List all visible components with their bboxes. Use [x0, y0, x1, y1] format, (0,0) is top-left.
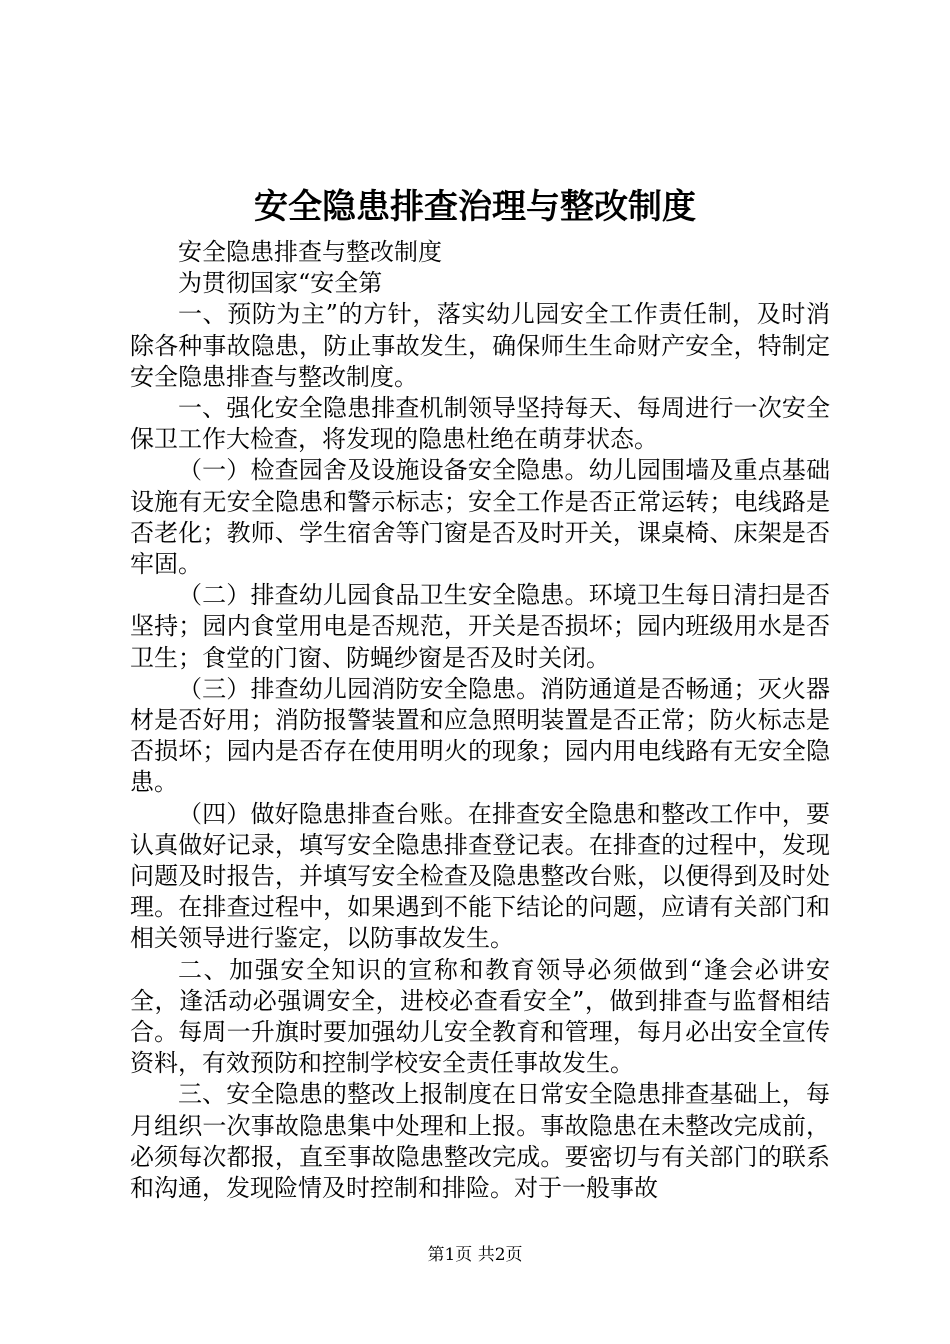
- page-footer: 第1页 共2页: [427, 1245, 523, 1265]
- paragraph: 安全隐患排查与整改制度: [178, 238, 442, 266]
- paragraph: （二）排查幼儿园食品卫生安全隐患。环境卫生每日清扫是否坚持；园内食堂用电是否规范，开关是否损坏；园内班级用水是否卫生；食堂的门窗、防蝇纱窗是否及时关闭。: [130, 581, 830, 672]
- document-body: [130, 237, 830, 1204]
- paragraph: 一、强化安全隐患排查机制领导坚持每天、每周进行一次安全保卫工作大检查，将发现的隐患杜绝在萌芽状态。: [130, 394, 830, 454]
- page-title: 安全隐患排查治理与整改制度: [254, 187, 696, 227]
- paragraph: 三、安全隐患的整改上报制度在日常安全隐患排查基础上，每月组织一次事故隐患集中处理和上报。事故隐患在未整改完成前，必须每次都报，直至事故隐患整改完成。要密切与有关部门的联系和沟通，发现险情及时控制和排险。对于一般事故: [130, 1080, 830, 1203]
- paragraph: （一）检查园舍及设施设备安全隐患。幼儿园围墙及重点基础设施有无安全隐患和警示标志；安全工作是否正常运转；电线路是否老化；教师、学生宿舍等门窗是否及时开关，课桌椅、床架是否牢固。: [130, 456, 830, 579]
- paragraph: （四）做好隐患排查台账。在排查安全隐患和整改工作中，要认真做好记录，填写安全隐患排查登记表。在排查的过程中，发现问题及时报告，并填写安全检查及隐患整改台账，以便得到及时处理。在排查过程中，如果遇到不能下结论的问题，应请有关部门和相关领导进行鉴定，以防事故发生。: [130, 799, 830, 953]
- paragraph: 一、预防为主”的方针，落实幼儿园安全工作责任制，及时消除各种事故隐患，防止事故发生，确保师生生命财产安全，特制定安全隐患排查与整改制度。: [130, 300, 830, 391]
- paragraph: （三）排查幼儿园消防安全隐患。消防通道是否畅通；灭火器材是否好用；消防报警装置和应急照明装置是否正常；防火标志是否损坏；园内是否存在使用明火的现象；园内用电线路有无安全隐患。: [130, 674, 830, 797]
- paragraph: 二、加强安全知识的宣称和教育领导必须做到“逢会必讲安全，逢活动必强调安全，进校必查看安全”，做到排查与监督相结合。每周一升旗时要加强幼儿安全教育和管理，每月必出安全宣传资料，有效预防和控制学校安全责任事故发生。: [130, 955, 830, 1078]
- paragraph: 为贯彻国家“安全第: [178, 269, 383, 298]
